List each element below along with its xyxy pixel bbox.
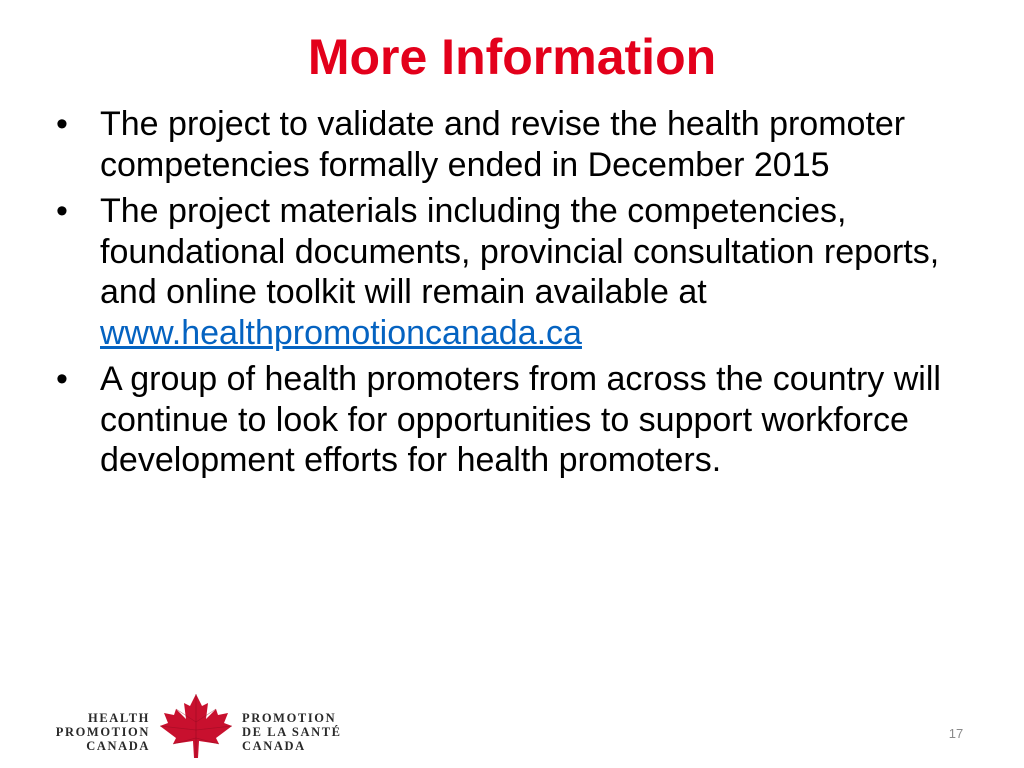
bullet-dot: • (56, 105, 68, 143)
website-link[interactable]: www.healthpromotioncanada.ca (100, 313, 582, 352)
bullet-text: The project materials including the competencies, foundational documents, provincial consultation reports, and online toolkit will remain available at (100, 192, 940, 311)
logo-line: CANADA (242, 739, 306, 753)
bullet-dot: • (56, 360, 68, 398)
logo-line: PROMOTION (242, 711, 337, 725)
logo-line: DE LA SANTÉ (242, 725, 342, 739)
bullet-text: The project to validate and revise the health promoter competencies formally ended in December 2015 (100, 105, 906, 184)
logo-text-english (36, 711, 150, 753)
logo-line: HEALTH (88, 711, 150, 725)
bullet-item (56, 191, 986, 353)
logo-text-french (242, 711, 342, 753)
bullet-item (56, 359, 986, 481)
logo-line: CANADA (86, 739, 150, 753)
slide-title: More Information (307, 29, 717, 85)
bullet-list (56, 104, 986, 487)
logo-line: PROMOTION (55, 725, 150, 739)
page-number: 17 (948, 726, 964, 741)
health-promotion-canada-logo (36, 692, 366, 760)
bullet-dot: • (56, 192, 68, 230)
bullet-text: A group of health promoters from across the country will continue to look for opportunities to support workforce development efforts for health promoters. (100, 360, 941, 479)
bullet-item (56, 104, 986, 185)
maple-leaf-icon (156, 692, 236, 760)
